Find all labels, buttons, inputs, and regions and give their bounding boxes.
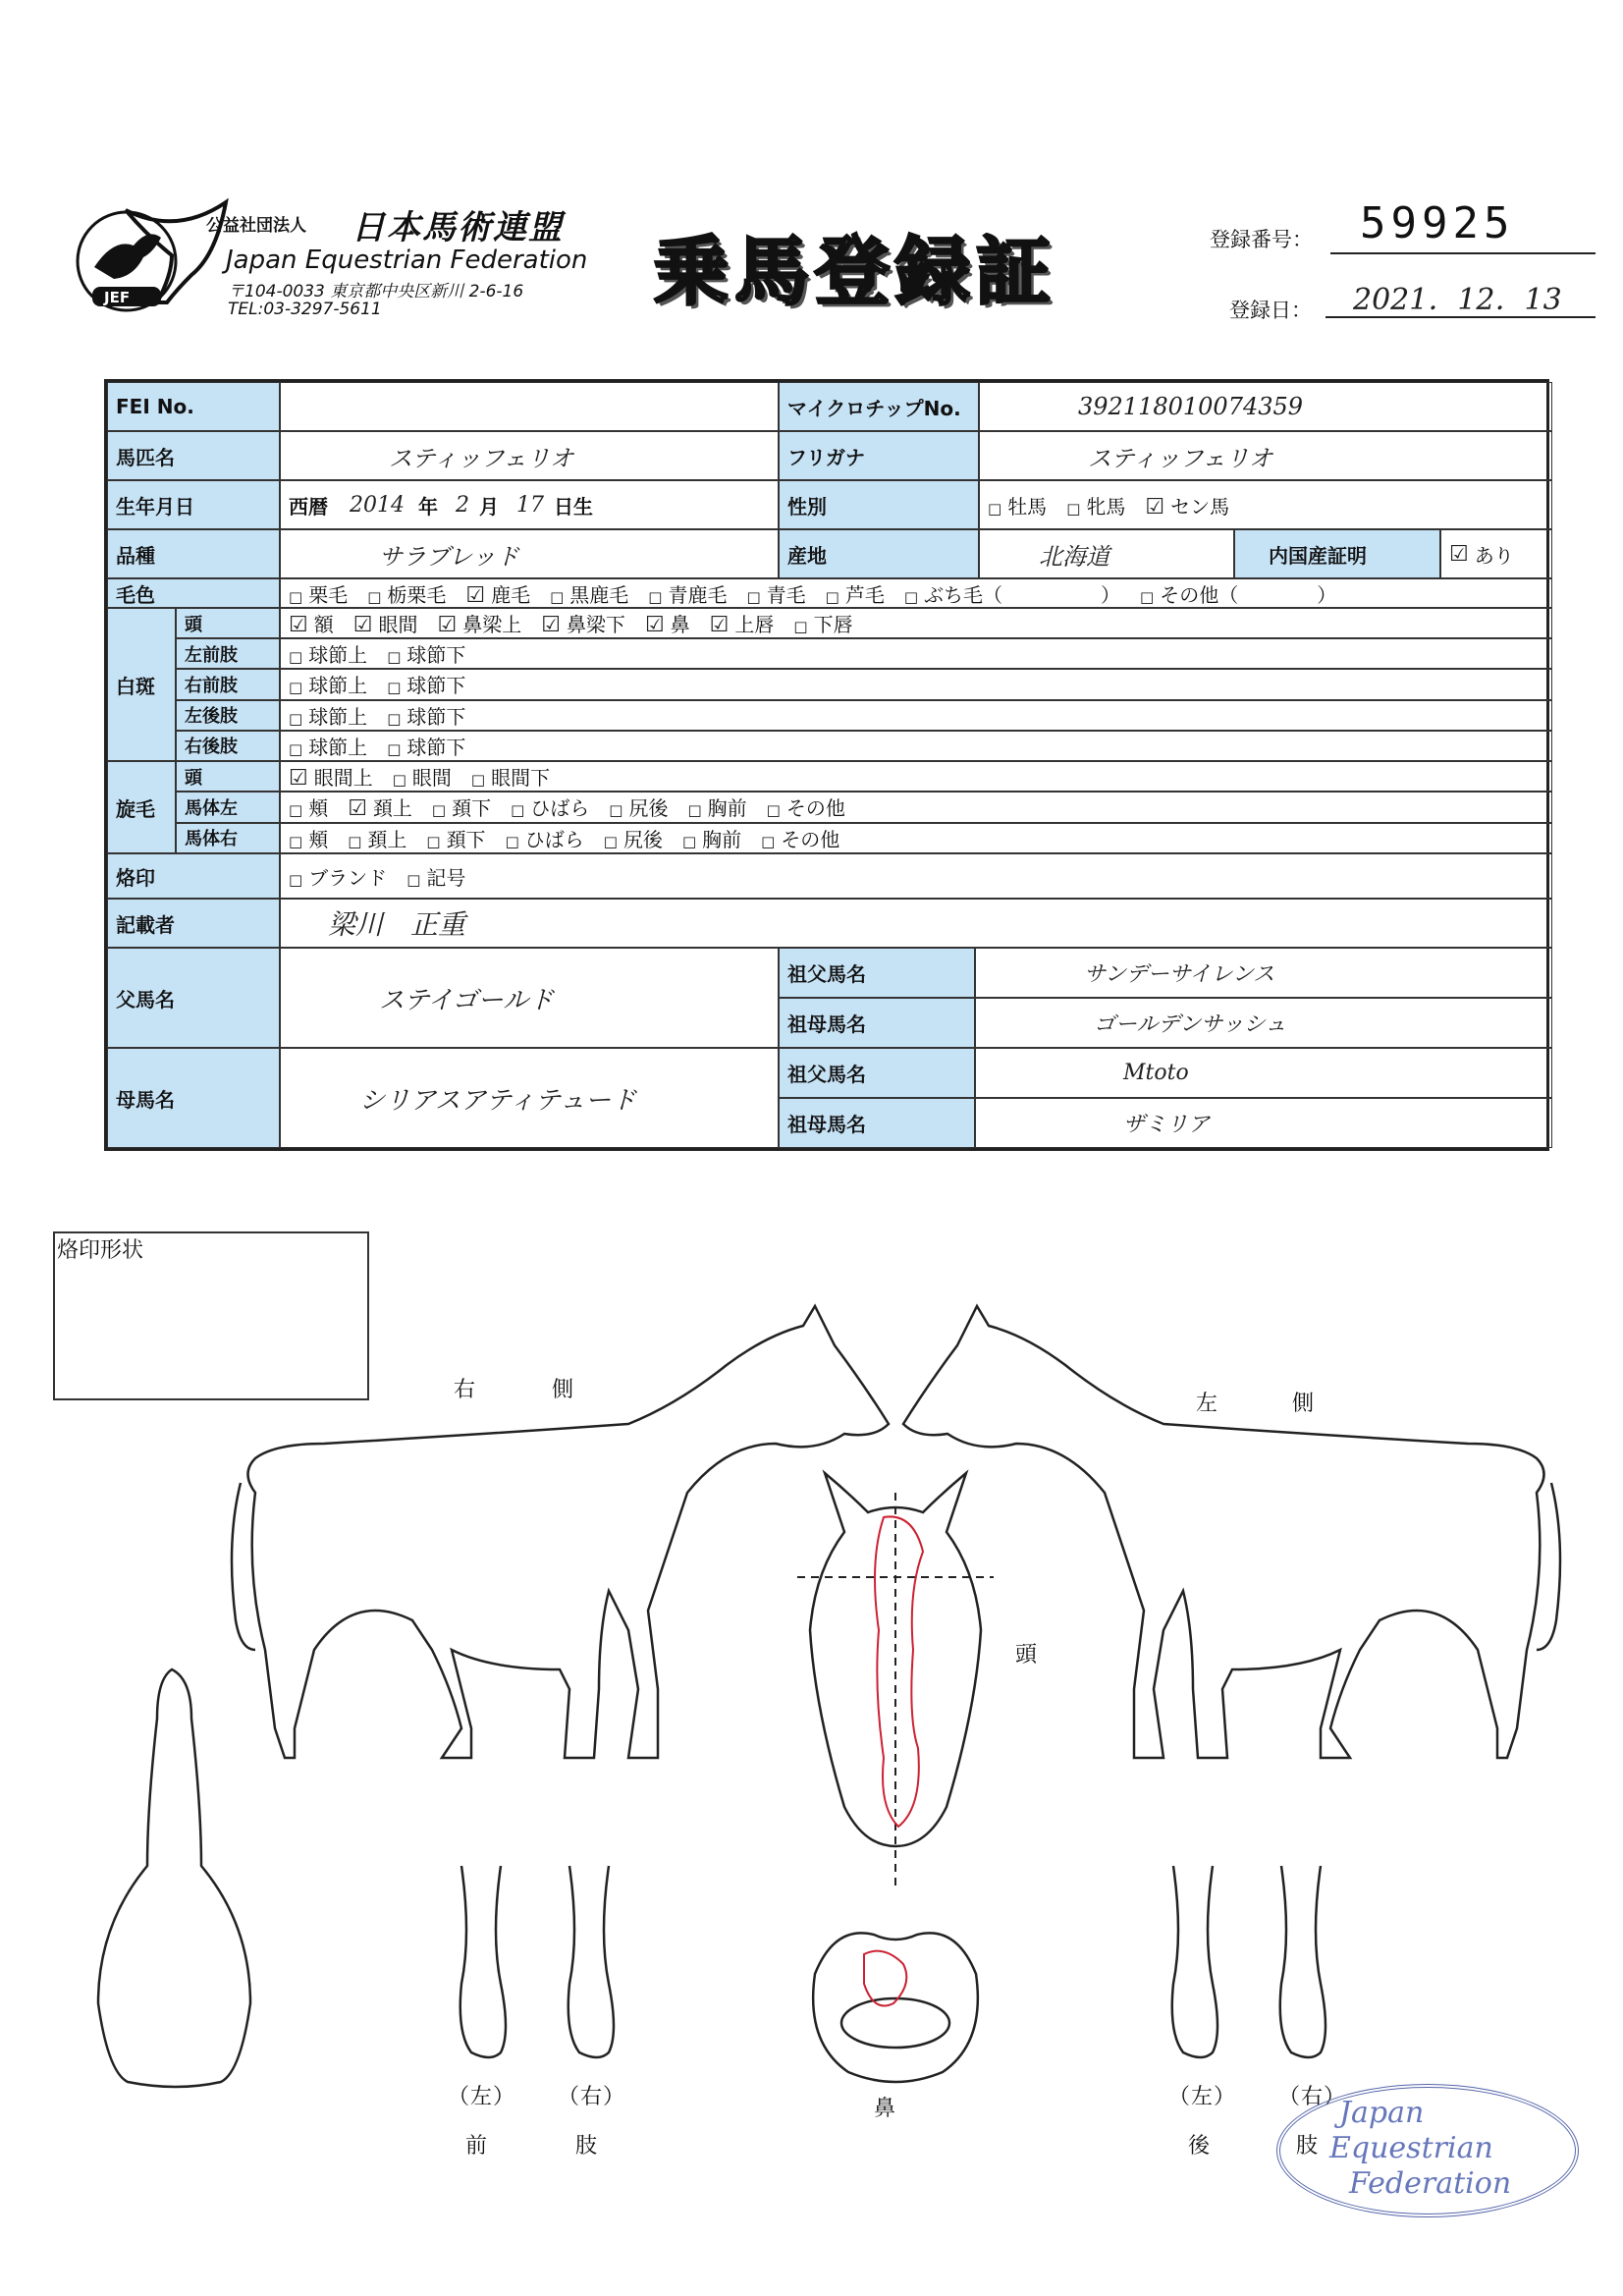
whorl-rows-2-checkbox-4[interactable]: □ xyxy=(603,832,618,850)
whorl-rows-2-option-2 xyxy=(426,824,485,852)
coat-options-checkbox-4[interactable]: □ xyxy=(648,587,663,606)
name-label: 馬匹名 xyxy=(107,431,280,480)
registration-form xyxy=(104,379,1549,1151)
white-rows-options-0 xyxy=(280,608,1552,638)
white-rows-0-option-2 xyxy=(437,609,521,637)
head-marking-icon xyxy=(875,1516,923,1827)
whorl-rows-2-option-6 xyxy=(761,824,839,852)
whorl-rows-1-checkbox-4[interactable]: □ xyxy=(609,801,623,820)
white-rows-4-option-0 xyxy=(289,732,367,760)
coat-options-option-3 xyxy=(550,579,628,608)
white-rows-3-option-label-1: 球節下 xyxy=(406,704,466,729)
brand-options-checkbox-0[interactable]: □ xyxy=(289,870,303,889)
forelegs-icon xyxy=(460,1866,614,2057)
whorl-rows-0-option-label-1: 眼間 xyxy=(411,766,452,791)
white-rows-2-option-1 xyxy=(387,670,465,698)
origin-value: 北海道 xyxy=(979,529,1234,578)
dam-value: シリアスアティテュード xyxy=(280,1048,779,1148)
reg-number-line xyxy=(1330,252,1596,254)
white-rows-0-option-3 xyxy=(541,609,625,637)
coat-options-checkbox-5[interactable]: □ xyxy=(746,587,761,606)
brand-options-checkbox-1[interactable]: □ xyxy=(406,870,421,889)
coat-options-option-label-0: 栗毛 xyxy=(308,582,349,607)
chip-value: 392118010074359 xyxy=(979,382,1552,431)
whorl-rows-2-option-label-3: ひばら xyxy=(524,827,584,851)
whorl-rows-2-option-4 xyxy=(604,824,663,852)
coat-options-checkbox-3[interactable]: □ xyxy=(550,587,565,606)
brand-options-option-label-1: 記号 xyxy=(426,865,466,890)
coat-label: 毛色 xyxy=(107,578,280,608)
whorl-rows-2-option-label-5: 胸前 xyxy=(702,827,742,851)
dam-granddam-value: ザミリア xyxy=(975,1098,1552,1148)
white-rows-2-checkbox-0[interactable]: □ xyxy=(289,679,303,697)
sire-value: ステイゴールド xyxy=(280,948,779,1048)
breed-value: サラブレッド xyxy=(280,529,779,578)
domestic-value-text: あり xyxy=(1474,543,1514,568)
right-side-caption-2: 側 xyxy=(552,1378,575,1402)
seal-line-3: Federation xyxy=(1349,2166,1512,2201)
whorl-rows-1-option-label-6: その他 xyxy=(785,796,845,821)
white-rows-1-checkbox-1[interactable]: □ xyxy=(387,648,402,667)
whorl-label: 旋毛 xyxy=(107,761,176,853)
white-rows-3-checkbox-1[interactable]: □ xyxy=(387,709,402,728)
dam-grandsire-value: Mtoto xyxy=(975,1048,1552,1098)
nose-icon xyxy=(813,1933,978,2082)
white-rows-part-1: 左前肢 xyxy=(176,638,280,669)
white-rows-3-checkbox-0[interactable]: □ xyxy=(289,709,303,728)
white-rows-part-0: 頭 xyxy=(176,608,280,638)
sire-grandsire-label: 祖父馬名 xyxy=(779,948,975,998)
org-address: 〒104-0033 東京都中央区新川 2-6-16 xyxy=(228,282,524,301)
white-rows-0-option-4 xyxy=(645,609,690,637)
white-rows-4-option-label-0: 球節上 xyxy=(308,735,368,759)
dam-grandsire-label: 祖父馬名 xyxy=(779,1048,975,1098)
whorl-rows-2-checkbox-1[interactable]: □ xyxy=(348,832,362,850)
white-rows-0-option-label-6: 下唇 xyxy=(813,613,853,637)
whorl-rows-2-option-3 xyxy=(506,824,584,852)
domestic-value xyxy=(1440,529,1552,578)
coat-options-checkbox-1[interactable]: □ xyxy=(367,587,382,606)
whorl-rows-1-option-label-3: ひばら xyxy=(530,796,590,821)
white-rows-4-option-1 xyxy=(387,732,465,760)
whorl-rows-part-0: 頭 xyxy=(176,761,280,792)
hind-right-caption: （右） xyxy=(1278,2085,1347,2109)
whorl-rows-1-option-0 xyxy=(289,793,328,821)
coat-options-option-label-8: その他（ ） xyxy=(1160,582,1337,607)
whorl-rows-1-option-4 xyxy=(609,793,668,821)
coat-options-option-4 xyxy=(648,579,727,608)
white-rows-options-3 xyxy=(280,700,1552,731)
whorl-rows-2-option-label-0: 頬 xyxy=(308,827,329,851)
org-name-en: Japan Equestrian Federation xyxy=(226,246,588,275)
kana-value: スティッフェリオ xyxy=(979,431,1552,480)
sex-label: 性別 xyxy=(779,480,979,529)
white-rows-0-checkbox-3[interactable]: ☑ xyxy=(541,613,561,638)
white-rows-3-option-label-0: 球節上 xyxy=(308,704,368,729)
white-rows-0-option-1 xyxy=(353,609,418,637)
white-rows-0-option-5 xyxy=(710,609,775,637)
white-rows-1-option-label-0: 球節上 xyxy=(308,643,368,668)
white-rows-4-checkbox-0[interactable]: □ xyxy=(289,739,303,758)
dam-granddam-label: 祖母馬名 xyxy=(779,1098,975,1148)
white-rows-0-checkbox-1[interactable]: ☑ xyxy=(352,613,373,638)
sex-options-option-label-2: セン馬 xyxy=(1170,494,1230,519)
whorl-rows-1-option-label-2: 頚下 xyxy=(452,796,492,821)
white-rows-3-option-1 xyxy=(387,701,465,730)
coat-options-option-2 xyxy=(465,579,530,608)
whorl-rows-2-option-0 xyxy=(289,824,328,852)
org-tel: TEL:03-3297-5611 xyxy=(228,300,382,319)
coat-options-option-0 xyxy=(289,579,348,608)
seal-line-1: Japan xyxy=(1339,2096,1425,2130)
hind-caption-1: 後 xyxy=(1188,2134,1212,2159)
brand-shape-label: 烙印形状 xyxy=(57,1238,144,1263)
sex-options-checkbox-2[interactable]: ☑ xyxy=(1145,494,1165,519)
whorl-rows-0-checkbox-1[interactable]: □ xyxy=(392,771,406,790)
whorl-rows-options-0 xyxy=(280,761,1552,792)
sex-options-checkbox-0[interactable]: □ xyxy=(988,499,1002,518)
sire-granddam-label: 祖母馬名 xyxy=(779,998,975,1048)
coat-options-option-5 xyxy=(746,579,805,608)
whorl-rows-1-option-label-4: 尻後 xyxy=(628,796,669,821)
reg-date-label: 登録日： xyxy=(1229,299,1312,322)
logo-text: JEF xyxy=(104,289,131,306)
org-type: 公益社団法人 xyxy=(206,216,306,236)
whorl-rows-1-option-label-5: 胸前 xyxy=(707,796,747,821)
whorl-rows-2-option-5 xyxy=(682,824,741,852)
name-value: スティッフェリオ xyxy=(280,431,779,480)
white-rows-1-option-0 xyxy=(289,639,367,668)
birth-day-unit: 日生 xyxy=(554,494,593,519)
birth-year: 2014 xyxy=(350,492,405,518)
coat-options-checkbox-8[interactable]: □ xyxy=(1140,587,1155,606)
coat-options xyxy=(280,578,1552,608)
coat-options-option-label-7: ぶち毛（ ） xyxy=(924,582,1121,607)
white-rows-0-option-label-1: 眼間 xyxy=(378,613,418,637)
white-rows-options-1 xyxy=(280,638,1552,669)
whorl-rows-1-option-6 xyxy=(767,793,845,821)
federation-seal xyxy=(1276,2084,1579,2217)
whorl-rows-2-option-label-6: その他 xyxy=(781,827,840,851)
birth-month-unit: 月 xyxy=(479,494,499,519)
sex-options-option-1 xyxy=(1066,491,1125,519)
sex-options xyxy=(979,480,1552,529)
white-rows-part-4: 右後肢 xyxy=(176,731,280,761)
birth-year-unit: 年 xyxy=(418,494,438,519)
front-left-caption: （左） xyxy=(448,2085,516,2109)
whorl-rows-0-option-0 xyxy=(289,762,373,791)
chip-label: マイクロチップNo. xyxy=(779,382,979,431)
brand-options-option-label-0: ブランド xyxy=(308,865,388,890)
birth-era: 西暦 xyxy=(289,494,328,519)
coat-options-option-8 xyxy=(1140,579,1336,608)
white-rows-4-checkbox-1[interactable]: □ xyxy=(387,739,402,758)
whorl-rows-0-option-label-2: 眼間下 xyxy=(491,766,551,791)
sex-options-option-label-1: 牝馬 xyxy=(1086,494,1126,519)
white-rows-3-option-0 xyxy=(289,701,367,730)
whorl-rows-1-checkbox-1[interactable]: ☑ xyxy=(348,796,367,822)
whorl-rows-1-option-1 xyxy=(348,793,412,821)
whorl-rows-2-option-label-1: 頚上 xyxy=(367,827,407,851)
brand-options-option-1 xyxy=(406,862,465,891)
whorl-rows-1-option-2 xyxy=(432,793,491,821)
white-label: 白斑 xyxy=(107,608,176,761)
recorder-label: 記載者 xyxy=(107,899,280,948)
coat-options-option-label-6: 芦毛 xyxy=(844,582,885,607)
whorl-rows-1-checkbox-0[interactable]: □ xyxy=(289,801,303,820)
white-rows-2-option-0 xyxy=(289,670,367,698)
breed-label: 品種 xyxy=(107,529,280,578)
hindlegs-icon xyxy=(1172,1866,1325,2057)
whorl-rows-2-checkbox-2[interactable]: □ xyxy=(426,832,441,850)
dam-label: 母馬名 xyxy=(107,1048,280,1148)
whorl-rows-1-option-5 xyxy=(687,793,746,821)
sex-options-option-label-0: 牡馬 xyxy=(1007,494,1048,519)
whorl-rows-2-checkbox-5[interactable]: □ xyxy=(681,832,697,850)
brand-options xyxy=(280,853,1552,899)
whorl-rows-2-checkbox-3[interactable]: □ xyxy=(505,832,519,850)
coat-options-option-label-2: 鹿毛 xyxy=(491,582,531,607)
org-name-jp: 日本馬術連盟 xyxy=(352,208,564,247)
reg-number-label: 登録番号： xyxy=(1210,228,1313,251)
white-rows-part-3: 左後肢 xyxy=(176,700,280,731)
coat-options-option-label-3: 黒鹿毛 xyxy=(569,582,629,607)
nose-caption: 鼻 xyxy=(874,2097,897,2121)
whorl-rows-0-option-1 xyxy=(393,762,452,791)
whorl-rows-part-2: 馬体右 xyxy=(176,823,280,853)
front-right-caption: （右） xyxy=(558,2085,626,2109)
head-caption: 頭 xyxy=(1015,1643,1039,1667)
white-rows-0-option-label-0: 額 xyxy=(313,613,334,637)
coat-options-checkbox-6[interactable]: □ xyxy=(825,587,839,606)
birth-value xyxy=(280,480,779,529)
reg-date: 2021．12．13 xyxy=(1353,283,1562,317)
coat-options-option-1 xyxy=(367,579,446,608)
whorl-rows-1-checkbox-3[interactable]: □ xyxy=(511,801,525,820)
coat-options-option-label-5: 青毛 xyxy=(766,582,806,607)
whorl-rows-2-option-label-4: 尻後 xyxy=(622,827,663,851)
brand-label: 烙印 xyxy=(107,853,280,899)
white-rows-0-option-6 xyxy=(793,609,852,637)
sex-options-option-0 xyxy=(988,491,1047,519)
white-rows-1-option-1 xyxy=(387,639,465,668)
coat-options-checkbox-2[interactable]: ☑ xyxy=(465,582,486,608)
white-rows-0-checkbox-4[interactable]: ☑ xyxy=(644,613,665,638)
white-rows-2-checkbox-1[interactable]: □ xyxy=(387,679,402,697)
whorl-rows-1-option-label-0: 頬 xyxy=(308,796,329,821)
front-caption-2: 肢 xyxy=(575,2134,599,2159)
whorl-rows-0-option-label-0: 眼間上 xyxy=(313,766,373,791)
white-rows-2-option-label-0: 球節上 xyxy=(308,674,368,698)
sire-label: 父馬名 xyxy=(107,948,280,1048)
right-side-caption-1: 右 xyxy=(454,1378,477,1402)
white-rows-1-checkbox-0[interactable]: □ xyxy=(289,648,303,667)
coat-options-option-label-1: 栃栗毛 xyxy=(387,582,447,607)
whorl-rows-1-option-3 xyxy=(511,793,589,821)
sire-granddam-value: ゴールデンサッシュ xyxy=(975,998,1552,1048)
sex-options-option-2 xyxy=(1145,491,1229,519)
coat-options-checkbox-7[interactable]: □ xyxy=(903,587,919,606)
whorl-rows-2-option-1 xyxy=(348,824,406,852)
whorl-rows-options-2 xyxy=(280,823,1552,853)
white-rows-0-checkbox-6[interactable]: □ xyxy=(793,618,808,636)
left-side-horse-icon xyxy=(903,1306,1560,1758)
white-rows-0-option-label-4: 鼻 xyxy=(670,613,690,637)
whorl-rows-0-checkbox-2[interactable]: □ xyxy=(470,771,486,790)
white-rows-0-option-label-3: 鼻梁下 xyxy=(566,613,625,637)
top-view-horse-icon xyxy=(98,1669,250,2087)
whorl-rows-0-option-2 xyxy=(471,762,550,791)
domestic-checkbox[interactable]: ☑ xyxy=(1449,541,1469,567)
document-title: 乗馬登録証 xyxy=(654,228,1056,315)
coat-options-option-7 xyxy=(904,579,1120,608)
white-rows-options-4 xyxy=(280,731,1552,761)
left-side-caption-2: 側 xyxy=(1292,1392,1316,1416)
whorl-rows-2-checkbox-0[interactable]: □ xyxy=(289,832,303,850)
whorl-rows-1-option-label-1: 頚上 xyxy=(372,796,412,821)
birth-label: 生年月日 xyxy=(107,480,280,529)
hind-caption-2: 肢 xyxy=(1296,2134,1320,2159)
origin-label: 産地 xyxy=(779,529,979,578)
white-rows-0-checkbox-0[interactable]: ☑ xyxy=(289,613,308,638)
white-rows-1-option-label-1: 球節下 xyxy=(406,643,466,668)
whorl-rows-2-option-label-2: 頚下 xyxy=(446,827,486,851)
hind-left-caption: （左） xyxy=(1168,2085,1237,2109)
white-rows-2-option-label-1: 球節下 xyxy=(406,674,466,698)
domestic-label: 内国産証明 xyxy=(1234,529,1440,578)
fei-value xyxy=(280,382,779,431)
white-rows-0-option-label-2: 鼻梁上 xyxy=(462,613,522,637)
whorl-rows-1-checkbox-5[interactable]: □ xyxy=(687,801,702,820)
white-rows-0-checkbox-2[interactable]: ☑ xyxy=(437,613,458,638)
fei-label: FEI No. xyxy=(107,382,280,431)
coat-options-option-6 xyxy=(826,579,885,608)
white-rows-options-2 xyxy=(280,669,1552,699)
white-rows-part-2: 右前肢 xyxy=(176,669,280,699)
front-caption-1: 前 xyxy=(465,2134,489,2159)
whorl-rows-1-checkbox-2[interactable]: □ xyxy=(431,801,447,820)
birth-month: 2 xyxy=(456,492,469,518)
whorl-rows-options-1 xyxy=(280,792,1552,822)
brand-options-option-0 xyxy=(289,862,387,891)
recorder-value: 梁川 正重 xyxy=(280,899,1552,948)
whorl-rows-part-1: 馬体左 xyxy=(176,792,280,822)
whorl-rows-2-checkbox-6[interactable]: □ xyxy=(761,832,776,850)
reg-number: 59925 xyxy=(1360,198,1515,248)
white-rows-0-option-0 xyxy=(289,609,334,637)
coat-options-checkbox-0[interactable]: □ xyxy=(289,587,303,606)
sire-grandsire-value: サンデーサイレンス xyxy=(975,948,1552,998)
white-rows-0-checkbox-5[interactable]: ☑ xyxy=(709,613,730,638)
left-side-caption-1: 左 xyxy=(1196,1392,1219,1416)
sex-options-checkbox-1[interactable]: □ xyxy=(1066,499,1081,518)
whorl-rows-1-checkbox-6[interactable]: □ xyxy=(766,801,781,820)
whorl-rows-0-checkbox-0[interactable]: ☑ xyxy=(289,766,308,792)
coat-options-option-label-4: 青鹿毛 xyxy=(668,582,728,607)
kana-label: フリガナ xyxy=(779,431,979,480)
seal-line-2: Equestrian xyxy=(1329,2131,1493,2165)
white-rows-4-option-label-1: 球節下 xyxy=(406,735,466,759)
birth-day: 17 xyxy=(516,492,544,518)
white-rows-0-option-label-5: 上唇 xyxy=(734,613,775,637)
